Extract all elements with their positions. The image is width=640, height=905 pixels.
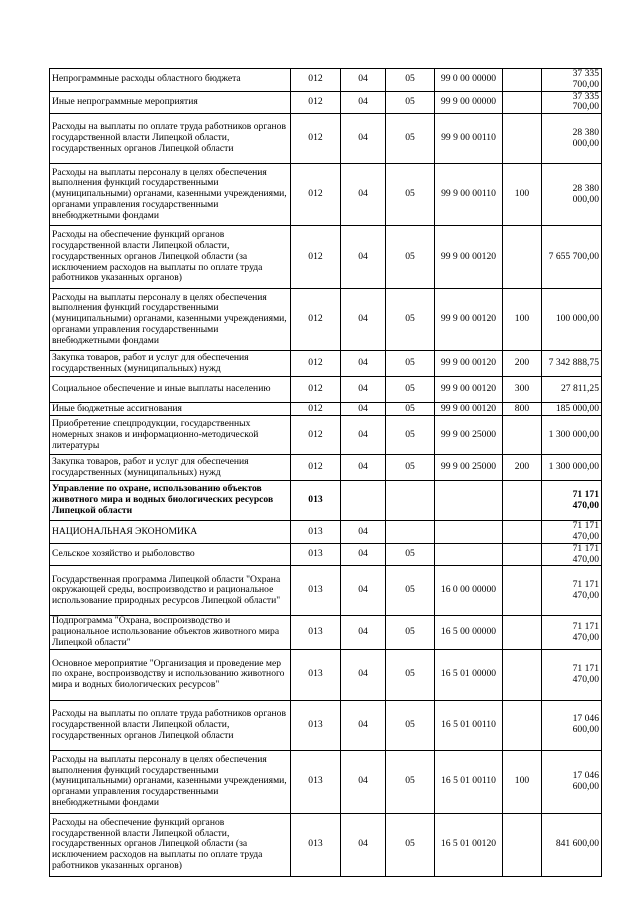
table-row	[50, 351, 602, 377]
subsection-code-cell: 05	[386, 403, 435, 416]
table-row	[50, 91, 602, 114]
amount-cell: 37 335 700,00	[542, 69, 602, 92]
target-item-code-cell: 16 5 00 00000	[435, 616, 503, 649]
target-item-code-cell: 99 9 00 00120	[435, 351, 503, 377]
section-code-cell: 04	[341, 700, 386, 750]
amount-cell: 100 000,00	[542, 289, 602, 351]
expense-type-code-cell: 800	[503, 403, 542, 416]
table-row	[50, 521, 602, 544]
target-item-code-cell: 99 9 00 00120	[435, 289, 503, 351]
subsection-code-cell: 05	[386, 543, 435, 566]
target-item-code-cell: 99 9 00 00000	[435, 91, 503, 114]
expense-type-code-cell: 300	[503, 377, 542, 403]
target-item-code-cell	[435, 543, 503, 566]
expense-type-code-cell	[503, 649, 542, 700]
table-row	[50, 69, 602, 92]
expense-type-code-cell	[503, 813, 542, 876]
amount-cell: 28 380 000,00	[542, 164, 602, 226]
target-item-code-cell: 16 5 01 00110	[435, 750, 503, 813]
section-code-cell: 04	[341, 649, 386, 700]
amount-cell: 71 171 470,00	[542, 543, 602, 566]
table-row	[50, 616, 602, 649]
section-code-cell: 04	[341, 377, 386, 403]
expense-type-code-cell	[503, 616, 542, 649]
subsection-code-cell: 05	[386, 91, 435, 114]
section-code-cell: 04	[341, 521, 386, 544]
row-name-cell: Приобретение спецпродукции, государственных номерных знаков и информационно-методической литературы	[50, 416, 291, 455]
subsection-code-cell: 05	[386, 700, 435, 750]
amount-cell: 71 171 470,00	[542, 521, 602, 544]
target-item-code-cell: 16 0 00 00000	[435, 566, 503, 616]
target-item-code-cell: 99 0 00 00000	[435, 69, 503, 92]
grbs-code-cell: 013	[291, 521, 341, 544]
amount-cell: 37 335 700,00	[542, 91, 602, 114]
table-row	[50, 481, 602, 521]
section-code-cell: 04	[341, 543, 386, 566]
table-row	[50, 114, 602, 164]
target-item-code-cell: 99 9 00 00110	[435, 164, 503, 226]
row-name-cell: Основное мероприятие "Организация и проведение мер по охране, воспроизводству и использованию животного мира и водных биологических ресурсов"	[50, 649, 291, 700]
expense-type-code-cell: 100	[503, 750, 542, 813]
target-item-code-cell: 99 9 00 00120	[435, 403, 503, 416]
section-code-cell: 04	[341, 403, 386, 416]
expense-type-code-cell: 200	[503, 455, 542, 481]
subsection-code-cell: 05	[386, 69, 435, 92]
grbs-code-cell: 013	[291, 750, 341, 813]
section-code-cell: 04	[341, 616, 386, 649]
subsection-code-cell: 05	[386, 649, 435, 700]
grbs-code-cell: 013	[291, 616, 341, 649]
row-name-cell: Иные непрограммные мероприятия	[50, 91, 291, 114]
grbs-code-cell: 013	[291, 700, 341, 750]
amount-cell: 71 171 470,00	[542, 616, 602, 649]
grbs-code-cell: 012	[291, 226, 341, 289]
budget-table	[49, 68, 602, 877]
grbs-code-cell: 013	[291, 649, 341, 700]
grbs-code-cell: 013	[291, 481, 341, 521]
subsection-code-cell: 05	[386, 377, 435, 403]
expense-type-code-cell	[503, 91, 542, 114]
target-item-code-cell: 16 5 01 00120	[435, 813, 503, 876]
table-row	[50, 416, 602, 455]
target-item-code-cell: 99 9 00 25000	[435, 455, 503, 481]
row-name-cell: Сельское хозяйство и рыболовство	[50, 543, 291, 566]
row-name-cell: Закупка товаров, работ и услуг для обеспечения государственных (муниципальных) нужд	[50, 351, 291, 377]
grbs-code-cell: 012	[291, 289, 341, 351]
table-row	[50, 543, 602, 566]
section-code-cell: 04	[341, 91, 386, 114]
table-row	[50, 649, 602, 700]
target-item-code-cell	[435, 481, 503, 521]
row-name-cell: Непрограммные расходы областного бюджета	[50, 69, 291, 92]
section-code-cell: 04	[341, 226, 386, 289]
table-row	[50, 289, 602, 351]
grbs-code-cell: 012	[291, 69, 341, 92]
target-item-code-cell: 99 9 00 00120	[435, 377, 503, 403]
grbs-code-cell: 013	[291, 543, 341, 566]
subsection-code-cell: 05	[386, 813, 435, 876]
subsection-code-cell	[386, 521, 435, 544]
grbs-code-cell: 012	[291, 377, 341, 403]
amount-cell: 71 171 470,00	[542, 481, 602, 521]
section-code-cell: 04	[341, 566, 386, 616]
amount-cell: 17 046 600,00	[542, 750, 602, 813]
row-name-cell: Расходы на выплаты персоналу в целях обеспечения выполнения функций государственными (муниципальными) органами, казенными учреждениями, органами управления государственными внебюджетными фондами	[50, 164, 291, 226]
expense-type-code-cell	[503, 566, 542, 616]
table-row	[50, 566, 602, 616]
row-name-cell: НАЦИОНАЛЬНАЯ ЭКОНОМИКА	[50, 521, 291, 544]
expense-type-code-cell: 100	[503, 164, 542, 226]
row-name-cell: Расходы на обеспечение функций органов государственной власти Липецкой области, государственных органов Липецкой области (за исключением расходов на выплаты по оплате труда работников указанных органов)	[50, 813, 291, 876]
subsection-code-cell: 05	[386, 351, 435, 377]
target-item-code-cell: 99 9 00 00120	[435, 226, 503, 289]
grbs-code-cell: 012	[291, 455, 341, 481]
expense-type-code-cell	[503, 543, 542, 566]
table-row	[50, 403, 602, 416]
expense-type-code-cell: 200	[503, 351, 542, 377]
subsection-code-cell: 05	[386, 750, 435, 813]
row-name-cell: Расходы на выплаты по оплате труда работников органов государственной власти Липецкой области, государственных органов Липецкой области	[50, 700, 291, 750]
section-code-cell: 04	[341, 289, 386, 351]
grbs-code-cell: 013	[291, 813, 341, 876]
target-item-code-cell: 16 5 01 00110	[435, 700, 503, 750]
amount-cell: 7 655 700,00	[542, 226, 602, 289]
subsection-code-cell: 05	[386, 289, 435, 351]
target-item-code-cell: 16 5 01 00000	[435, 649, 503, 700]
row-name-cell: Государственная программа Липецкой области "Охрана окружающей среды, воспроизводство и рациональное использование природных ресурсов Липецкой области"	[50, 566, 291, 616]
row-name-cell: Социальное обеспечение и иные выплаты населению	[50, 377, 291, 403]
row-name-cell: Закупка товаров, работ и услуг для обеспечения государственных (муниципальных) нужд	[50, 455, 291, 481]
section-code-cell: 04	[341, 114, 386, 164]
grbs-code-cell: 012	[291, 164, 341, 226]
expense-type-code-cell	[503, 69, 542, 92]
table-row	[50, 377, 602, 403]
grbs-code-cell: 012	[291, 114, 341, 164]
table-row	[50, 700, 602, 750]
expense-type-code-cell	[503, 481, 542, 521]
amount-cell: 185 000,00	[542, 403, 602, 416]
row-name-cell: Иные бюджетные ассигнования	[50, 403, 291, 416]
amount-cell: 71 171 470,00	[542, 649, 602, 700]
section-code-cell	[341, 481, 386, 521]
target-item-code-cell	[435, 521, 503, 544]
subsection-code-cell: 05	[386, 114, 435, 164]
amount-cell: 7 342 888,75	[542, 351, 602, 377]
subsection-code-cell: 05	[386, 455, 435, 481]
table-row	[50, 813, 602, 876]
grbs-code-cell: 012	[291, 351, 341, 377]
subsection-code-cell: 05	[386, 416, 435, 455]
grbs-code-cell: 012	[291, 416, 341, 455]
subsection-code-cell	[386, 481, 435, 521]
amount-cell: 71 171 470,00	[542, 566, 602, 616]
grbs-code-cell: 012	[291, 91, 341, 114]
table-row	[50, 164, 602, 226]
target-item-code-cell: 99 9 00 25000	[435, 416, 503, 455]
section-code-cell: 04	[341, 455, 386, 481]
section-code-cell: 04	[341, 351, 386, 377]
row-name-cell: Расходы на выплаты персоналу в целях обеспечения выполнения функций государственными (муниципальными) органами, казенными учреждениями, органами управления государственными внебюджетными фондами	[50, 750, 291, 813]
expense-type-code-cell	[503, 416, 542, 455]
table-row	[50, 455, 602, 481]
row-name-cell: Управление по охране, использованию объектов животного мира и водных биологических ресурсов Липецкой области	[50, 481, 291, 521]
section-code-cell: 04	[341, 69, 386, 92]
expense-type-code-cell	[503, 700, 542, 750]
amount-cell: 28 380 000,00	[542, 114, 602, 164]
expense-type-code-cell: 100	[503, 289, 542, 351]
table-row	[50, 750, 602, 813]
amount-cell: 1 300 000,00	[542, 416, 602, 455]
row-name-cell: Расходы на обеспечение функций органов государственной власти Липецкой области, государственных органов Липецкой области (за исключением расходов на выплаты по оплате труда работников указанных органов)	[50, 226, 291, 289]
expense-type-code-cell	[503, 521, 542, 544]
section-code-cell: 04	[341, 416, 386, 455]
row-name-cell: Подпрограмма "Охрана, воспроизводство и рациональное использование объектов животного мира Липецкой области"	[50, 616, 291, 649]
subsection-code-cell: 05	[386, 164, 435, 226]
row-name-cell: Расходы на выплаты по оплате труда работников органов государственной власти Липецкой области, государственных органов Липецкой области	[50, 114, 291, 164]
expense-type-code-cell	[503, 226, 542, 289]
row-name-cell: Расходы на выплаты персоналу в целях обеспечения выполнения функций государственными (муниципальными) органами, казенными учреждениями, органами управления государственными внебюджетными фондами	[50, 289, 291, 351]
amount-cell: 27 811,25	[542, 377, 602, 403]
subsection-code-cell: 05	[386, 226, 435, 289]
section-code-cell: 04	[341, 813, 386, 876]
subsection-code-cell: 05	[386, 616, 435, 649]
section-code-cell: 04	[341, 164, 386, 226]
amount-cell: 1 300 000,00	[542, 455, 602, 481]
section-code-cell: 04	[341, 750, 386, 813]
grbs-code-cell: 013	[291, 566, 341, 616]
amount-cell: 17 046 600,00	[542, 700, 602, 750]
grbs-code-cell: 012	[291, 403, 341, 416]
table-body	[50, 69, 602, 877]
target-item-code-cell: 99 9 00 00110	[435, 114, 503, 164]
subsection-code-cell: 05	[386, 566, 435, 616]
expense-type-code-cell	[503, 114, 542, 164]
amount-cell: 841 600,00	[542, 813, 602, 876]
table-row	[50, 226, 602, 289]
